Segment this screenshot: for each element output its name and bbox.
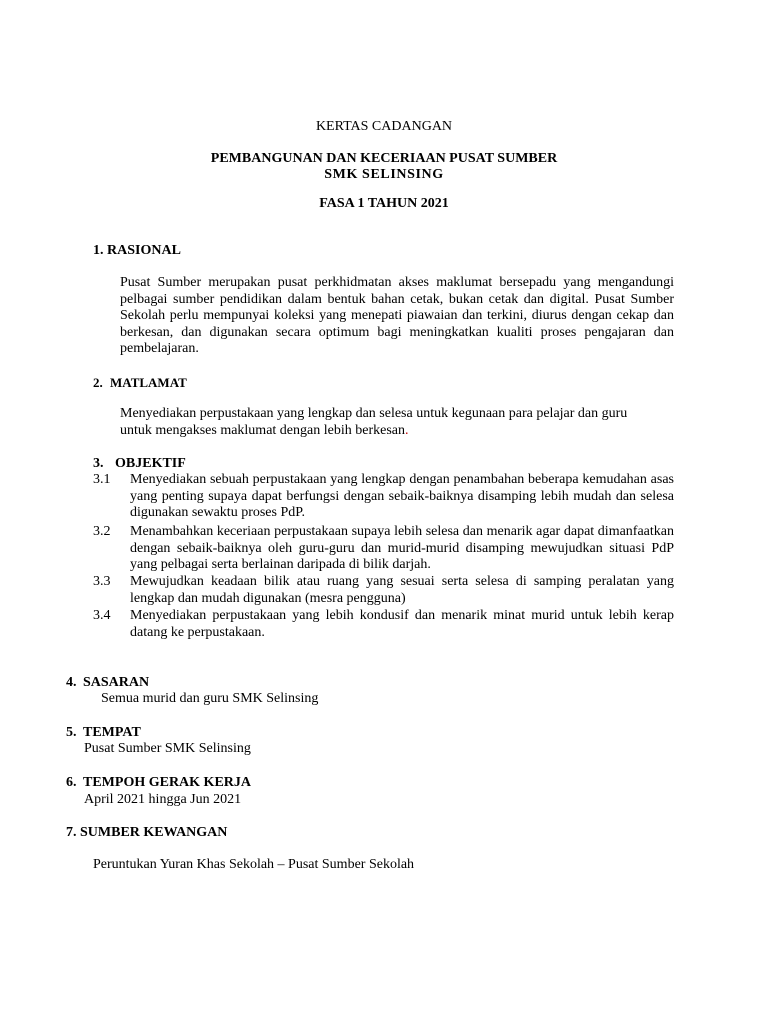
objektif-item-text: Menyediakan perpustakaan yang lebih kondusif dan menarik minat murid untuk lebih kerap datang ke perpustakaan. xyxy=(130,608,674,640)
section-matlamat-title: MATLAMAT xyxy=(110,375,187,390)
section-objektif-heading xyxy=(93,456,186,473)
section-tempat-body: Pusat Sumber SMK Selinsing xyxy=(84,741,251,756)
objektif-item-number: 3.4 xyxy=(93,608,111,623)
section-objektif-number: 3. xyxy=(93,456,104,471)
section-kewangan-heading: 7. SUMBER KEWANGAN xyxy=(66,825,228,840)
section-matlamat-number: 2. xyxy=(93,375,103,390)
section-matlamat-body xyxy=(120,406,660,439)
section-rasional-heading: 1. RASIONAL xyxy=(93,243,181,258)
section-tempoh-body: April 2021 hingga Jun 2021 xyxy=(84,792,242,807)
section-matlamat-heading xyxy=(93,375,187,392)
section-kewangan-body: Peruntukan Yuran Khas Sekolah – Pusat Sumber Sekolah xyxy=(93,857,415,872)
objektif-item-text: Menyediakan sebuah perpustakaan yang lengkap dengan penambahan beberapa kemudahan asas yang penting supaya dapat berfungsi dengan sebaik-baiknya disamping lebih mudah dan selesa digunakan sewaktu proses PdP. xyxy=(130,472,674,520)
section-sasaran-title: SASARAN xyxy=(83,675,150,690)
document-kind: KERTAS CADANGAN xyxy=(315,119,453,134)
section-tempat-number: 5. xyxy=(66,725,77,740)
objektif-item-number: 3.1 xyxy=(93,472,111,487)
section-matlamat-period: . xyxy=(404,422,409,438)
section-tempoh-number: 6. xyxy=(66,775,77,790)
document-title-line1: PEMBANGUNAN DAN KECERIAAN PUSAT SUMBER xyxy=(210,151,558,166)
objektif-item-text: Mewujudkan keadaan bilik atau ruang yang sesuai serta selesa di samping peralatan yang lengkap dan mudah digunakan (mesra pengguna) xyxy=(130,574,674,606)
section-sasaran-heading xyxy=(66,675,149,692)
section-tempoh-heading xyxy=(66,775,251,792)
document-phase: FASA 1 TAHUN 2021 xyxy=(319,196,449,211)
section-objektif-title: OBJEKTIF xyxy=(115,456,186,471)
document-title-line2: SMK SELINSING xyxy=(324,167,444,182)
section-tempoh-title: TEMPOH GERAK KERJA xyxy=(83,775,252,790)
objektif-item-number: 3.2 xyxy=(93,524,111,539)
section-matlamat-text: Menyediakan perpustakaan yang lengkap dan selesa untuk kegunaan para pelajar dan guru untuk mengakses maklumat dengan lebih berkesan xyxy=(120,406,628,438)
section-tempat-heading xyxy=(66,725,141,742)
section-tempat-title: TEMPAT xyxy=(83,725,141,740)
objektif-item-text: Menambahkan keceriaan perpustakaan supaya lebih selesa dan menarik agar dapat dimanfaatkan dengan sebaik-baiknya oleh guru-guru dan murid-murid disamping mewujudkan situasi PdP yang pelbagai serta berlainan daripada di bilik darjah. xyxy=(130,524,674,572)
section-sasaran-body: Semua murid dan guru SMK Selinsing xyxy=(101,691,319,706)
section-rasional-body: Pusat Sumber merupakan pusat perkhidmatan akses maklumat bersepadu yang mengandungi pelbagai sumber pendidikan dalam bentuk bahan cetak, bukan cetak dan digital. Pusat Sumber Sekolah perlu mempunyai koleksi yang menepati piawaian dan terkini, diurus dengan cekap dan berkesan, dan digunakan secara optimum bagi meningkatkan kualiti proses pengajaran dan pembelajaran. xyxy=(120,275,674,356)
section-sasaran-number: 4. xyxy=(66,675,77,690)
objektif-item-number: 3.3 xyxy=(93,574,111,589)
